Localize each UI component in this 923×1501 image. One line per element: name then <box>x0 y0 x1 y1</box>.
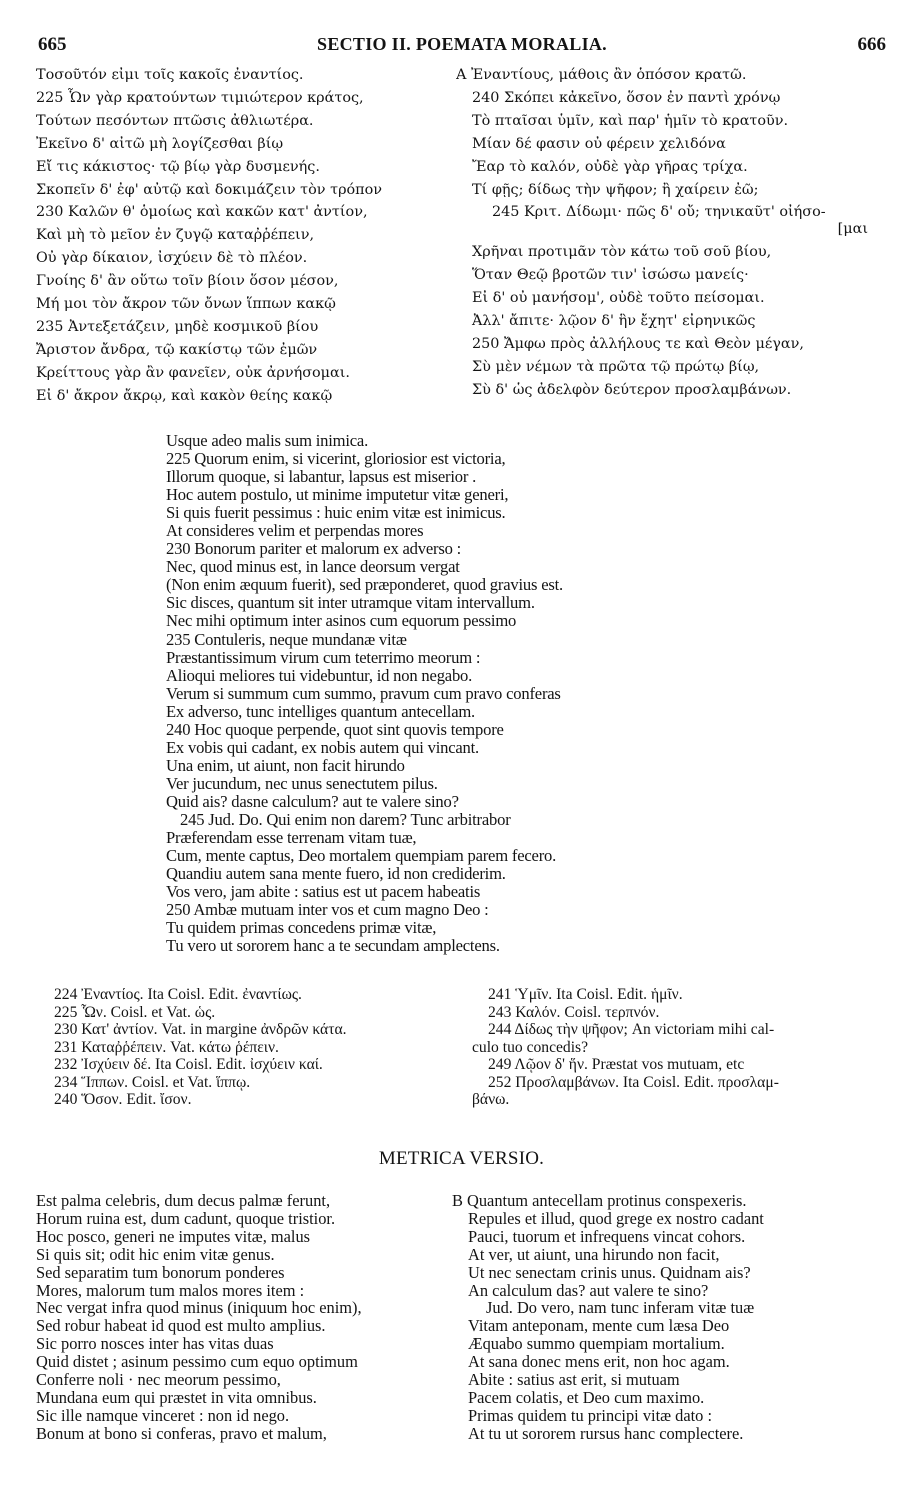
text-line: 245 Κριτ. Δίδωμι· πῶς δ' οὔ; τηνικαῦτ' οἰήσο- <box>492 204 826 221</box>
text-line: 225 Ὧν γὰρ κρατούντων τιμιώτερον κράτος, <box>36 89 364 106</box>
text-line: Æquabo summo quempiam mortalium. <box>468 1335 725 1354</box>
text-line: Mores, malorum tum malos mores item : <box>36 1281 305 1300</box>
text-line: Jud. Do vero, nam tunc inferam vitæ tuæ <box>486 1299 755 1318</box>
text-line: Εἴ τις κάκιστος· τῷ βίῳ γὰρ δυσμενής. <box>36 158 320 175</box>
text-line: Sic porro nosces inter has vitas duas <box>36 1335 274 1354</box>
text-line: 250 Ἄμφω πρὸς ἀλλήλους τε καὶ Θεὸν μέγαν, <box>472 335 804 352</box>
text-line: Τί φῇς; δίδως τὴν ψῆφον; ἢ χαίρειν ἐῶ; <box>472 181 759 198</box>
text-line: 232 Ἰσχύειν δέ. Ita Coisl. Edit. ἰσχύειν καί. <box>54 1056 323 1073</box>
text-line: (Non enim æquum fuerit), sed præponderet, quod gravius est. <box>166 576 563 595</box>
text-line: B Quantum antecellam protinus conspexeris. <box>452 1192 747 1210</box>
text-line: Horum ruina est, dum cadunt, quoque tristior. <box>36 1209 336 1228</box>
text-line: Abite : satius ast erit, si mutuam <box>468 1371 680 1389</box>
text-line: 230 Bonorum pariter et malorum ex adverso : <box>166 540 462 559</box>
text-line: 235 Ἀντεξετάζειν, μηδὲ κοσμικοῦ βίου <box>36 318 319 335</box>
text-line: Bonum at bono si conferas, pravo et malum, <box>36 1424 327 1443</box>
text-line: Præstantissimum virum cum teterrimo meorum : <box>166 648 481 667</box>
critical-notes-right <box>472 986 892 1109</box>
running-header <box>38 34 886 58</box>
text-line: [μαι <box>837 221 868 238</box>
text-line: Cum, mente captus, Deo mortalem quempiam parem fecero. <box>166 847 557 866</box>
text-line: Est palma celebris, dum decus palmæ ferunt, <box>36 1192 331 1210</box>
text-line: 240 Σκόπει κἀκεῖνο, ὅσον ἐν παντὶ χρόνῳ <box>472 89 781 106</box>
text-line: Sic ille namque vinceret : non id nego. <box>36 1406 290 1425</box>
text-line: Mundana eum qui præstet in vita omnibus. <box>36 1388 317 1407</box>
text-line: 225 Ὧν. Coisl. et Vat. ὡς. <box>54 1003 216 1021</box>
text-line: 249 Λῷον δ' ἥν. Præstat vos mutuam, etc <box>488 1056 745 1073</box>
text-line: Ἐκεῖνο δ' αἰτῶ μὴ λογίζεσθαι βίῳ <box>36 135 284 152</box>
text-line: Pacem colatis, et Deo cum maximo. <box>468 1388 705 1407</box>
text-line: Nec mihi optimum inter asinos cum equorum pessimo <box>166 612 517 631</box>
text-line: Nec, quod minus est, in lance deorsum vergat <box>166 558 460 577</box>
text-line: A Ἐναντίους, μάθοις ἂν ὁπόσον κρατῶ. <box>456 67 747 83</box>
running-title: SECTIO II. POEMATA MORALIA. <box>317 34 607 54</box>
text-line: Hoc autem postulo, ut minime imputetur vitæ generi, <box>166 486 509 505</box>
text-line: Alioqui meliores tui videbuntur, id non negabo. <box>166 666 473 685</box>
text-line: Vitam anteponam, mente cum læsa Deo <box>468 1317 730 1336</box>
text-line: Μίαν δέ φασιν οὐ φέρειν χελιδόνα <box>472 135 726 152</box>
metrical-version-left-column <box>36 1192 456 1443</box>
text-line: At tu ut sororem rursus hanc complectere. <box>468 1424 744 1443</box>
text-line: 225 Quorum enim, si vicerint, gloriosior est victoria, <box>166 450 506 469</box>
text-line: Sed separatim tum bonorum ponderes <box>36 1263 285 1282</box>
text-line: Præferendam esse terrenam vitam tuæ, <box>166 829 417 848</box>
text-line: Illorum quoque, si labantur, lapsus est miserior . <box>166 468 477 487</box>
text-line: Usque adeo malis sum inimica. <box>166 432 369 450</box>
text-line: culo tuo concedis? <box>472 1038 589 1056</box>
text-line: Ut nec senectam crinis unus. Quidnam ais? <box>468 1263 751 1282</box>
greek-text-left-column <box>36 64 448 408</box>
text-line: Ἔαρ τὸ καλόν, οὐδὲ γὰρ γῆρας τρίχα. <box>472 158 748 175</box>
text-line: Οὐ γὰρ δίκαιον, ἰσχύειν δὲ τὸ πλέον. <box>36 250 308 267</box>
latin-prose-translation <box>166 432 866 955</box>
text-line: Sic disces, quantum sit inter utramque vitam intervallum. <box>166 594 535 613</box>
text-line: βάνω. <box>472 1091 510 1108</box>
text-line: Hoc posco, generi ne imputes vitæ, malus <box>36 1227 311 1246</box>
text-line: Si quis fuerit pessimus : huic enim vitæ est inimicus. <box>166 504 506 523</box>
text-line: Ὅταν Θεῷ βροτῶν τιν' ἰσώσω μανείς· <box>472 267 749 284</box>
text-line: Εἰ δ' οὐ μανήσομ', οὐδὲ τοῦτο πείσομαι. <box>472 290 765 307</box>
text-line: Primas quidem tu principi vitæ dato : <box>468 1406 713 1425</box>
text-line: 230 Καλῶν θ' ὁμοίως καὶ κακῶν κατ' ἀντίον, <box>36 204 368 221</box>
text-line: Quandiu autem sana mente fuero, id non crediderim. <box>166 865 506 884</box>
text-line: Pauci, tuorum et infrequens vincat cohors. <box>468 1227 746 1246</box>
text-line: Una enim, ut aiunt, non facit hirundo <box>166 756 405 775</box>
text-line: 224 Ἐναντίος. Ita Coisl. Edit. ἐναντίως. <box>54 986 302 1003</box>
text-line: At ver, ut aiunt, una hirundo non facit, <box>468 1245 720 1264</box>
text-line: Καὶ μὴ τὸ μεῖον ἐν ζυγῷ καταῤῥέπειν, <box>36 227 315 244</box>
text-line: Χρῆναι προτιμᾶν τὸν κάτω τοῦ σοῦ βίου, <box>472 244 772 261</box>
section-heading: METRICA VERSIO. <box>378 1148 545 1169</box>
text-line: 240 Hoc quoque perpende, quot sint quovis tempore <box>166 720 504 739</box>
text-line: Quid ais? dasne calculum? aut te valere sino? <box>166 792 459 811</box>
text-line: Si quis sit; odit hic enim vitæ genus. <box>36 1245 275 1264</box>
text-line: Εἰ δ' ἄκρον ἄκρῳ, καὶ κακὸν θείης κακῷ <box>36 387 333 404</box>
page-number-right: 666 <box>857 34 886 55</box>
text-line: Ex adverso, tunc intelliges quantum antecellam. <box>166 702 476 721</box>
text-line: Σὺ δ' ὡς ἀδελφὸν δεύτερον προσλαμβάνων. <box>472 381 792 398</box>
text-line: An calculum das? aut valere te sino? <box>468 1281 709 1300</box>
text-line: Nec vergat infra quod minus (iniquum hoc enim), <box>36 1299 362 1318</box>
text-line: Ver jucundum, nec unus senectutem pilus. <box>166 774 438 793</box>
text-line: 244 Δίδως τὴν ψῆφον; An victoriam mihi cal- <box>488 1021 775 1038</box>
text-line: Sed robur habeat id quod est multo amplius. <box>36 1317 326 1336</box>
text-line: At sana donec mens erit, non hoc agam. <box>468 1353 730 1372</box>
text-line: 230 Κατ' ἀντίον. Vat. in margine ἀνδρῶν κάτα. <box>54 1021 347 1038</box>
text-line: Τούτων πεσόντων πτῶσις ἀθλιωτέρα. <box>36 112 314 129</box>
text-line: 240 Ὅσον. Edit. ἴσον. <box>54 1091 192 1108</box>
text-line: 243 Καλόν. Coisl. τερπνόν. <box>488 1003 660 1021</box>
text-line: 241 Ὑμῖν. Ita Coisl. Edit. ἡμῖν. <box>488 986 683 1003</box>
critical-notes-left <box>54 986 454 1109</box>
text-line: Ex vobis qui cadant, ex nobis autem qui vincant. <box>166 738 479 757</box>
text-line: Γνοίης δ' ἂν οὕτω τοῖν βίοιν ὅσον μέσον, <box>36 273 339 290</box>
text-line: Vos vero, jam abite : satius est ut pacem habeatis <box>166 883 481 902</box>
text-line: Σὺ μὲν νέμων τὰ πρῶτα τῷ πρώτῳ βίῳ, <box>472 358 760 375</box>
text-line: Ἄριστον ἄνδρα, τῷ κακίστῳ τῶν ἐμῶν <box>36 341 318 358</box>
text-line: Κρείττους γὰρ ἂν φανεῖεν, οὐκ ἀρνήσομαι. <box>36 364 350 381</box>
text-line: Quid distet ; asinum pessimo cum equo optimum <box>36 1353 358 1372</box>
text-line: Τοσοῦτόν εἰμι τοῖς κακοῖς ἐναντίος. <box>36 67 304 83</box>
text-line: 250 Ambæ mutuam inter vos et cum magno Deo : <box>166 901 489 920</box>
text-line: Repules et illud, quod grege ex nostro cadant <box>468 1209 764 1228</box>
page-number-left: 665 <box>38 34 67 55</box>
text-line: 252 Προσλαμβάνων. Ita Coisl. Edit. προσλαμ- <box>488 1073 779 1091</box>
text-line: 245 Jud. Do. Qui enim non darem? Tunc arbitrabor <box>180 810 511 829</box>
text-line: Verum si summum cum summo, pravum cum pravo conferas <box>166 684 561 703</box>
text-line: Tu quidem primas concedens primæ vitæ, <box>166 919 437 938</box>
text-line: Tu vero ut sororem hanc a te secundam amplectens. <box>166 937 500 956</box>
text-line: Ἀλλ' ἄπιτε· λῷον δ' ἣν ἔχητ' εἰρηνικῶς <box>472 312 756 329</box>
metrical-version-right-column <box>452 1192 892 1443</box>
greek-text-right-column <box>456 64 896 402</box>
text-line: Conferre noli · nec meorum pessimo, <box>36 1371 281 1389</box>
text-line: 234 Ἵππων. Coisl. et Vat. ἵππῳ. <box>54 1073 251 1091</box>
text-line: 231 Καταῤῥέπειν. Vat. κάτω ῥέπειν. <box>54 1038 279 1056</box>
text-line: At consideres velim et perpendas mores <box>166 522 424 541</box>
text-line: Σκοπεῖν δ' ἐφ' αὐτῷ καὶ δοκιμάζειν τὸν τρόπον <box>36 181 383 198</box>
text-line: 235 Contuleris, neque mundanæ vitæ <box>166 630 407 649</box>
text-line: Μή μοι τὸν ἄκρον τῶν ὄνων ἵππων κακῷ <box>36 296 336 313</box>
text-line: Τὸ πταῖσαι ὑμῖν, καὶ παρ' ἡμῖν τὸ κρατοῦν. <box>472 112 789 129</box>
